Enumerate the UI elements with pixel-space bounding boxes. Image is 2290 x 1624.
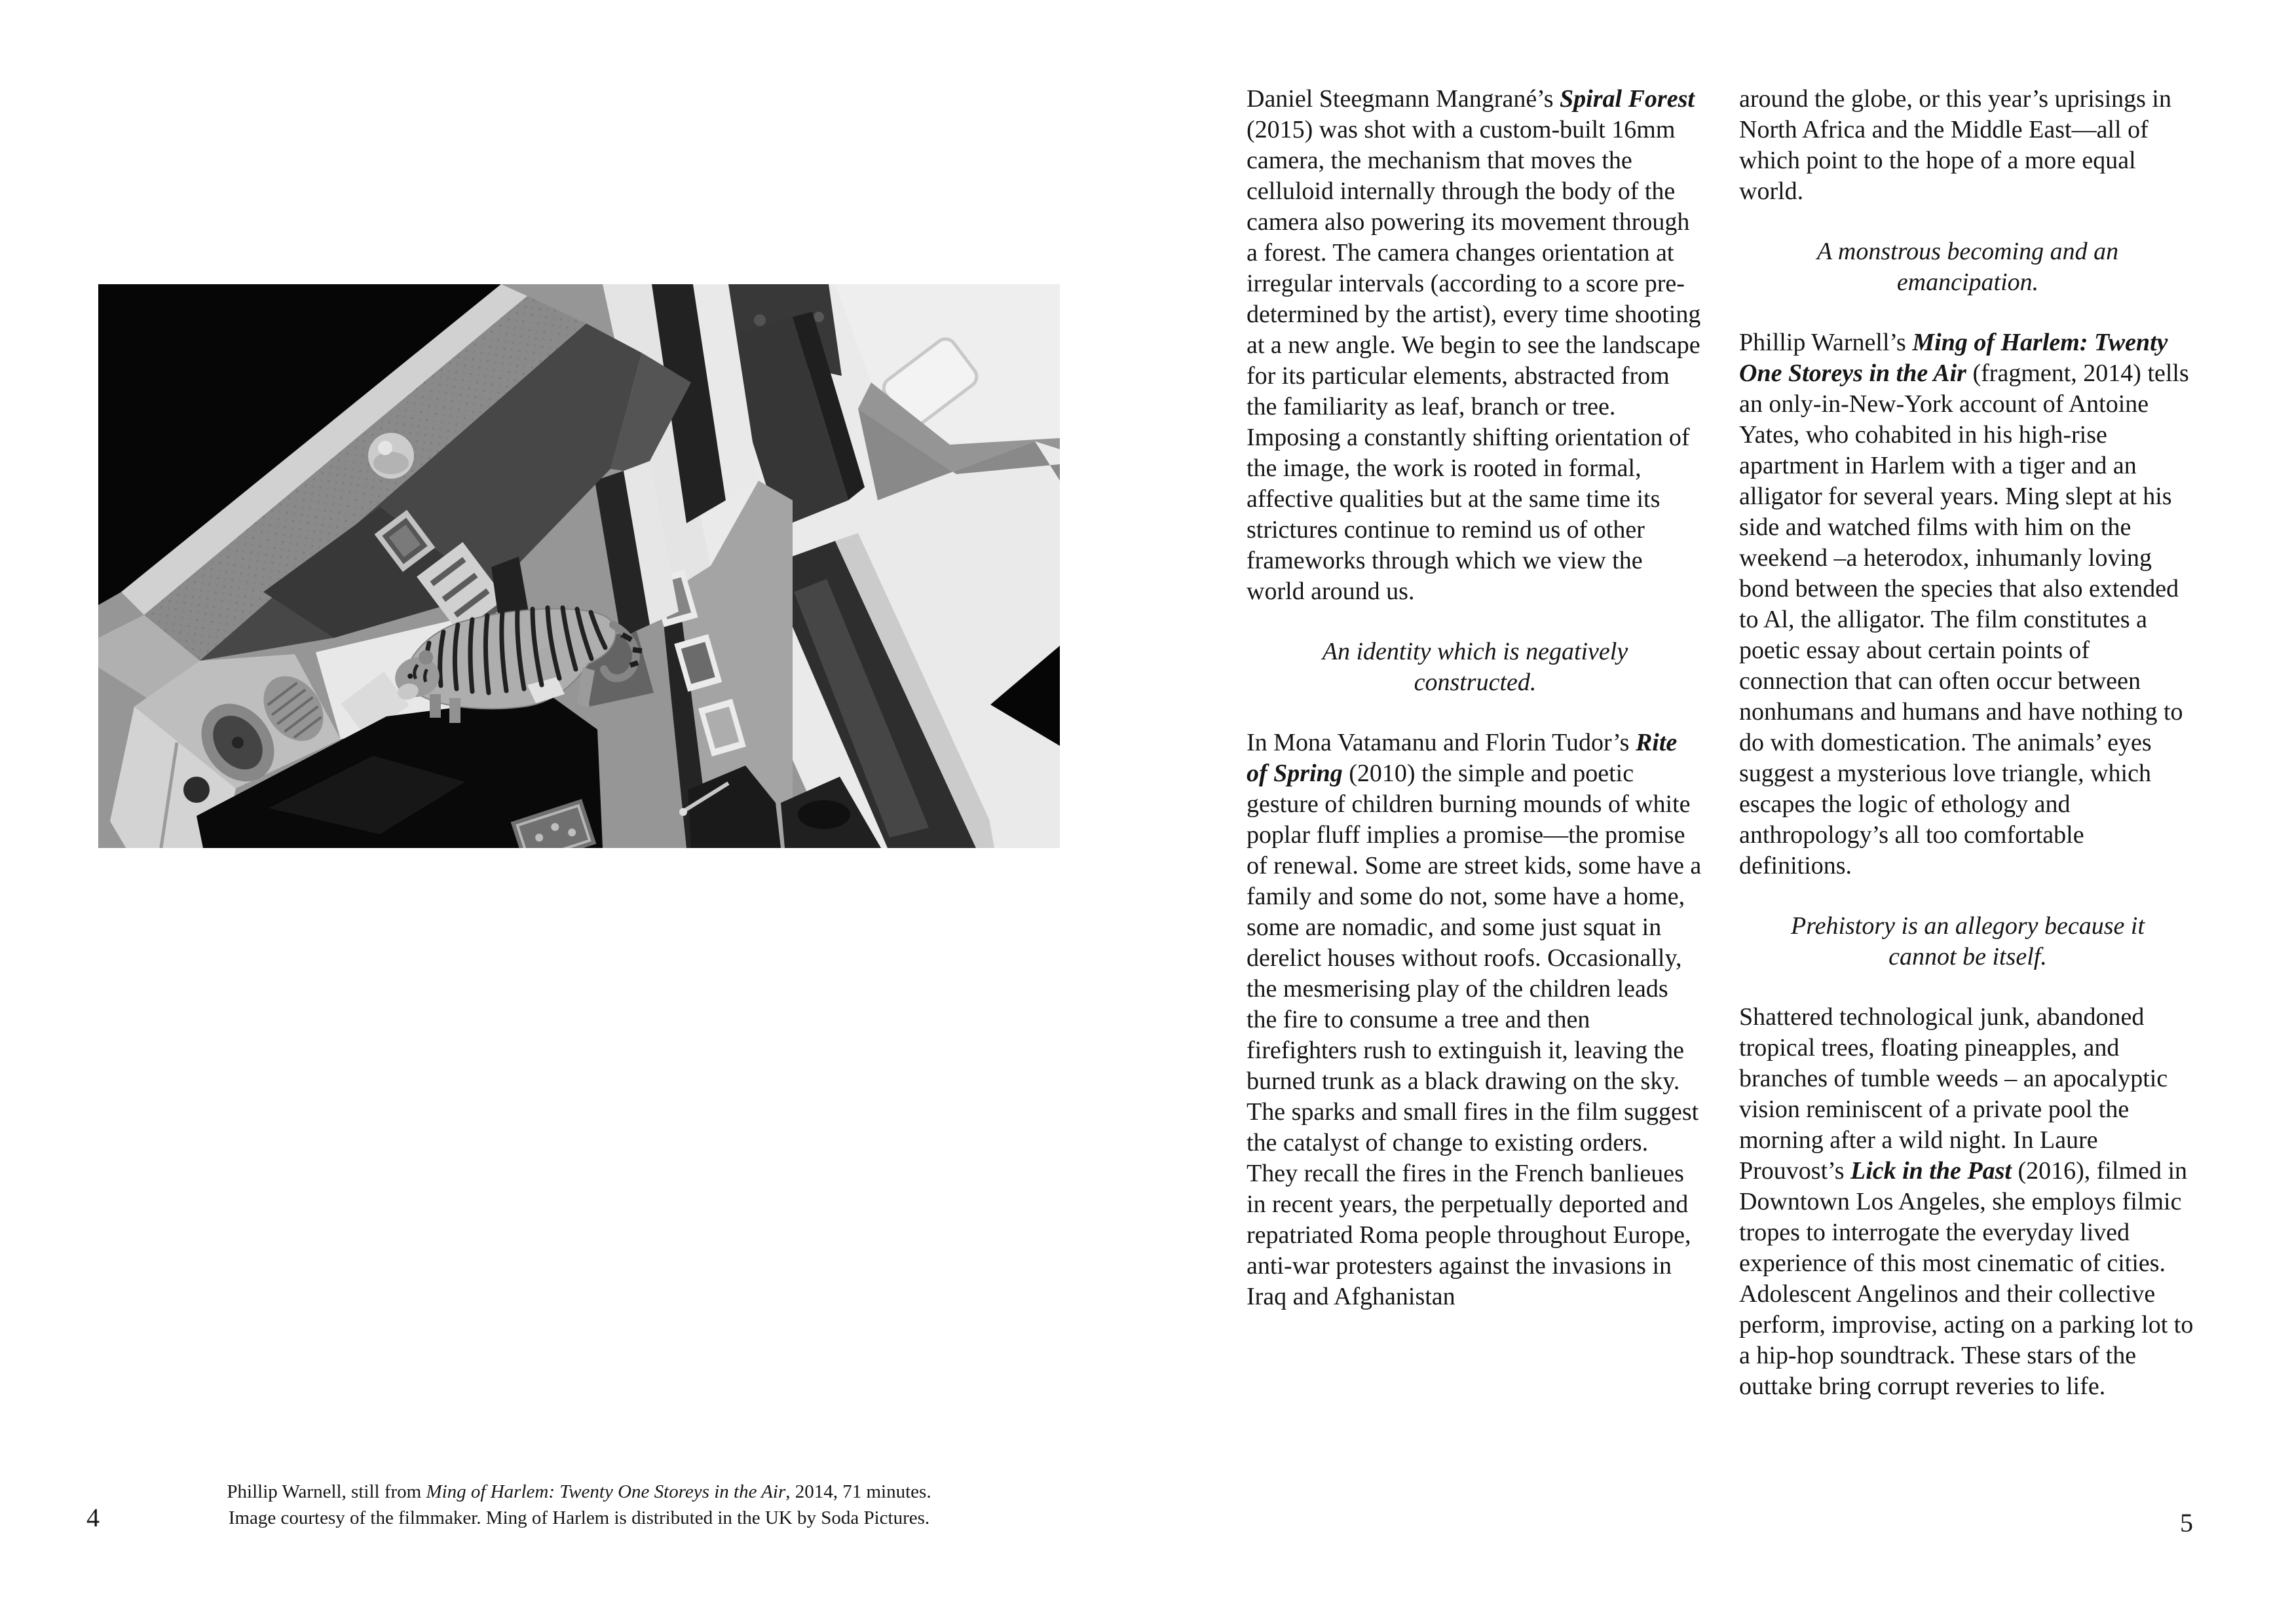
text-column-1: [1247, 84, 1704, 1312]
text-run: (fragment, 2014) tells an only-in-New-York account of Antoine Yates, who cohabited in his high-rise apartment in Harlem with a tiger and an alligator for several years. Ming slept at his side and watched films with him on the weekend –a heterodox, inhumanly loving bond between the species that also extended to Al, the alligator. The film constitutes a poetic essay about certain points of connection that can often occur between nonhumans and humans and have nothing to do with domestication. The animals’ eyes suggest a mysterious love triangle, which escapes the logic of ethology and anthropology’s all too comfortable definitions.: [1739, 360, 2189, 879]
film-still-figure: [98, 284, 1060, 848]
paragraph: [1247, 84, 1704, 607]
pull-quote: [1739, 236, 2196, 298]
text-run: (2016), filmed in Downtown Los Angeles, she employs filmic tropes to interrogate the everyday lived experience of this most cinematic of cities. Adolescent Angelinos and their collective perform, improvise, acting on a parking lot to a hip-hop soundtrack. These stars of the outtake bring corrupt reveries to life.: [1739, 1157, 2194, 1400]
text-run: Image courtesy of the filmmaker. Ming of Harlem is distributed in the UK by Soda Pictures.: [228, 1507, 930, 1528]
paragraph: [1739, 327, 2196, 881]
text-run: An identity which is negatively constructed.: [1322, 638, 1628, 696]
caption-line: [98, 1505, 1060, 1531]
text-run: , 2014, 71 minutes.: [785, 1481, 931, 1502]
text-run: (2015) was shot with a custom-built 16mm camera, the mechanism that moves the celluloid internally through the body of the camera also powering its movement through a forest. The camera changes orientation at irregular intervals (according to a score pre-determined by the artist), every time shooting at a new angle. We begin to see the landscape for its particular elements, abstracted from the familiarity as leaf, branch or tree. Imposing a constantly shifting orientation of the image, the work is rooted in formal, affective qualities but at the same time its strictures continue to remind us of other frameworks through which we view the world around us.: [1247, 116, 1701, 605]
text-run: Shattered technological junk, abandoned tropical trees, floating pineapples, and branches of tumble weeds – an apocalyptic vision reminiscent of a private pool the morning after a wild night. In Laure Prouvost’s: [1739, 1003, 2168, 1185]
text-run: Ming of Harlem: Twenty One Storeys in the Air: [426, 1481, 786, 1502]
text-run: In Mona Vatamanu and Florin Tudor’s: [1247, 729, 1636, 756]
pull-quote: [1739, 911, 2196, 972]
caption-line: [98, 1479, 1060, 1505]
paragraph: [1739, 1002, 2196, 1402]
text-run: Phillip Warnell’s: [1739, 329, 1913, 356]
text-run: around the globe, or this year’s uprisings in North Africa and the Middle East—all of which point to the hope of a more equal world.: [1739, 85, 2171, 205]
text-run: Spiral Forest: [1560, 85, 1695, 113]
page-number-right: 5: [2180, 1508, 2193, 1538]
text-run: Phillip Warnell, still from: [227, 1481, 426, 1502]
text-run: Daniel Steegmann Mangrané’s: [1247, 85, 1560, 113]
text-column-2: [1739, 84, 2196, 1402]
page-number-left: 4: [86, 1503, 100, 1532]
text-run: Lick in the Past: [1850, 1157, 2012, 1185]
paragraph: [1247, 728, 1704, 1312]
text-run: Rite of Spring: [1247, 729, 1678, 787]
image-caption: [98, 1479, 1060, 1531]
pull-quote: [1247, 637, 1704, 698]
text-run: Prehistory is an allegory because it cannot be itself.: [1791, 912, 2145, 970]
paragraph: [1739, 84, 2196, 207]
text-run: A monstrous becoming and an emancipation.: [1816, 238, 2119, 296]
text-run: (2010) the simple and poetic gesture of children burning mounds of white poplar fluff implies a promise—the promise of renewal. Some are street kids, some have a family and some do not, some have a home, some are nomadic, and some just squat in derelict houses without roofs. Occasionally, the mesmerising play of the children leads the fire to consume a tree and then firefighters rush to extinguish it, leaving the burned trunk as a black drawing on the sky. The sparks and small fires in the film suggest the catalyst of change to existing orders. They recall the fires in the French banlieues in recent years, the perpetually deported and repatriated Roma people throughout Europe, anti-war protesters against the invasions in Iraq and Afghanistan: [1247, 760, 1702, 1310]
film-still-image: [98, 284, 1060, 848]
text-run: Ming of Harlem: Twenty One Storeys in the Air: [1739, 329, 2168, 387]
